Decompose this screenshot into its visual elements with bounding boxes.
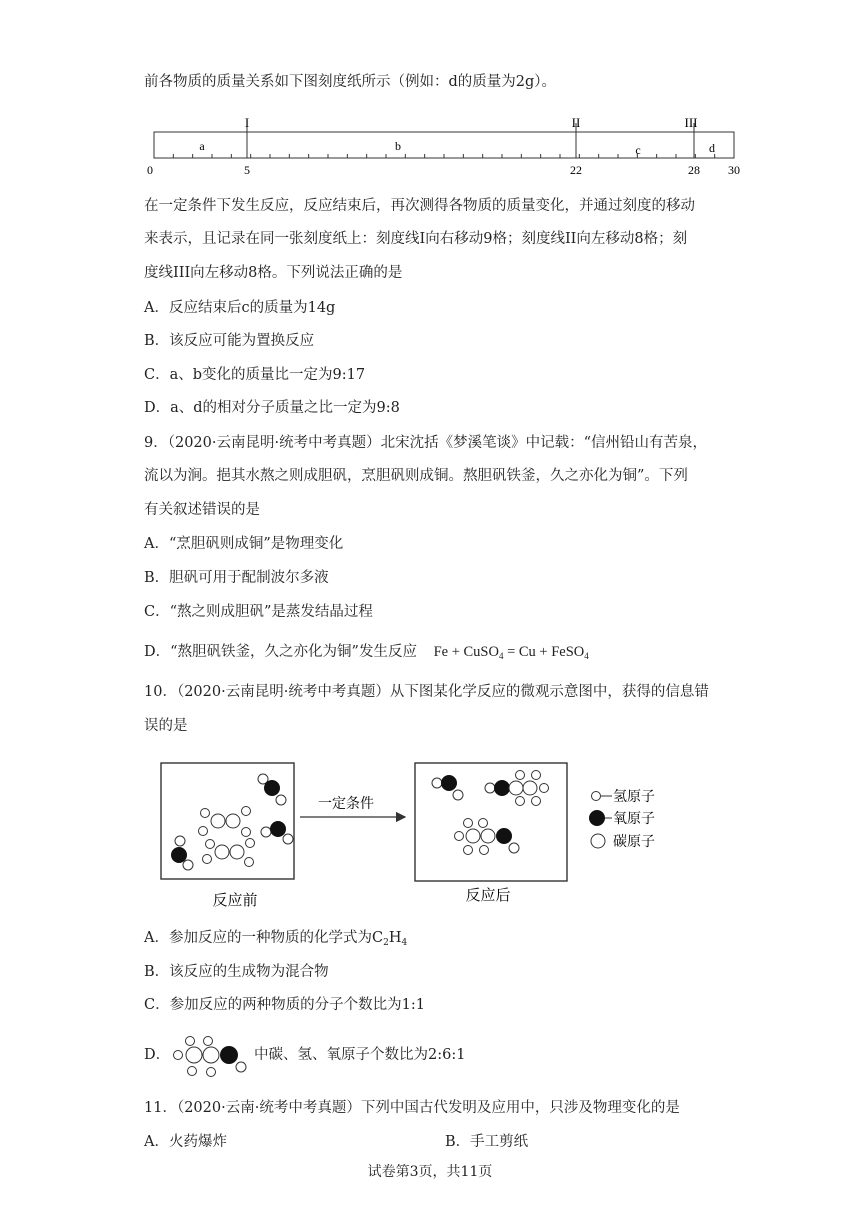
after-label: 反应后 xyxy=(465,886,511,904)
segment-label-b: b xyxy=(395,139,401,153)
marker-label-1: I xyxy=(244,115,250,130)
segment-label-c: c xyxy=(635,143,641,157)
legend-oxygen-label: 氧原子 xyxy=(613,811,655,827)
q9-stem-line-1: 9．（2020·云南昆明·统考中考真题）北宋沈括《梦溪笔谈》中记载：“信州铅山有苦泉， xyxy=(144,435,708,451)
q10-option-c[interactable]: C．参加反应的两种物质的分子个数比为1:1 xyxy=(144,997,425,1013)
q10-stem-line-2: 误的是 xyxy=(144,718,188,734)
page-footer: 试卷第3页，共11页 xyxy=(367,1164,493,1180)
tick-label-30: 30 xyxy=(728,163,740,177)
intro-line: 前各物质的质量关系如下图刻度纸所示（例如：d的质量为2g）。 xyxy=(144,74,557,90)
mass-scale-ruler xyxy=(140,108,760,180)
tick-label-5: 5 xyxy=(244,163,250,177)
legend-carbon xyxy=(591,834,655,850)
q9-stem-line-2: 流以为涧。挹其水熬之则成胆矾，烹胆矾则成铜。熬胆矾铁釜，久之亦化为铜”。下列 xyxy=(144,468,688,484)
q8-option-d[interactable]: D．a、d的相对分子质量之比一定为9:8 xyxy=(144,400,400,416)
q9-option-a[interactable]: A．“烹胆矾则成铜”是物理变化 xyxy=(144,536,344,552)
reaction-condition-label: 一定条件 xyxy=(318,796,374,812)
q11-option-a[interactable]: A．火药爆炸 xyxy=(144,1134,227,1150)
legend-oxygen xyxy=(589,810,655,827)
q8-paragraph-line-1: 在一定条件下发生反应，反应结束后，再次测得各物质的质量变化，并通过刻度的移动 xyxy=(144,198,695,214)
q8-option-b[interactable]: B．该反应可能为置换反应 xyxy=(144,333,315,349)
q10-stem-line-1: 10．（2020·云南昆明·统考中考真题）从下图某化学反应的微观示意图中，获得的信息错 xyxy=(144,684,709,700)
q8-option-a[interactable]: A．反应结束后c的质量为14g xyxy=(144,300,336,316)
tick-label-0: 0 xyxy=(147,163,153,177)
tick-label-28: 28 xyxy=(688,163,700,177)
segment-label-d: d xyxy=(709,141,715,155)
ruler-minor-ticks xyxy=(173,154,714,158)
q8-option-c[interactable]: C．a、b变化的质量比一定为9:17 xyxy=(144,367,366,383)
marker-label-3: III xyxy=(684,115,698,130)
q11-stem: 11．（2020·云南·统考中考真题）下列中国古代发明及应用中，只涉及物理变化的是 xyxy=(144,1100,680,1116)
water-molecule-before-3 xyxy=(171,836,193,870)
q10-option-d-text: 中碳、氢、氧原子个数比为2:6:1 xyxy=(254,1047,466,1063)
q10-option-b[interactable]: B．该反应的生成物为混合物 xyxy=(144,964,329,980)
q9-stem-line-3: 有关叙述错误的是 xyxy=(144,502,260,518)
tick-label-22: 22 xyxy=(570,163,582,177)
ethanol-molecule-after-1 xyxy=(485,771,549,806)
q9-option-d-text: D．“熬胆矾铁釜，久之亦化为铜”发生反应 xyxy=(144,644,417,660)
ethylene-molecule-before-2 xyxy=(203,839,255,867)
q11-option-b[interactable]: B．手工剪纸 xyxy=(445,1134,529,1150)
legend-hydrogen xyxy=(592,789,656,805)
q9-option-c[interactable]: C．“熬之则成胆矾”是蒸发结晶过程 xyxy=(144,604,373,620)
q10-option-a[interactable]: A．参加反应的一种物质的化学式为$C_2H_4$ xyxy=(144,930,408,948)
before-label: 反应前 xyxy=(212,891,258,909)
legend-hydrogen-label: 氢原子 xyxy=(613,789,655,805)
water-molecule-after xyxy=(432,775,463,800)
marker-label-2: II xyxy=(571,115,581,130)
q10-option-d[interactable] xyxy=(144,1045,170,1065)
reaction-micro-diagram xyxy=(150,755,710,915)
q10-option-d-prefix: D． xyxy=(144,1047,171,1063)
legend-carbon-label: 碳原子 xyxy=(613,834,655,850)
q9-option-b[interactable]: B．胆矾可用于配制波尔多液 xyxy=(144,570,329,586)
q8-paragraph-line-3: 度线III向左移动8格。下列说法正确的是 xyxy=(144,265,403,281)
q8-paragraph-line-2: 来表示，且记录在同一张刻度纸上：刻度线I向右移动9格；刻度线II向左移动8格；刻 xyxy=(144,231,688,247)
ethylene-molecule-before-1 xyxy=(199,807,251,837)
q9-option-d[interactable] xyxy=(144,642,589,666)
segment-label-a: a xyxy=(199,139,205,153)
ethanol-molecule-icon xyxy=(170,1033,254,1079)
ethanol-molecule-after-2 xyxy=(455,819,520,855)
iron-copper-sulfate-equation: Fe + CuSO$_4$ = Cu + FeSO$_4$ xyxy=(433,644,589,661)
water-molecule-before-1 xyxy=(258,774,286,805)
water-molecule-before-2 xyxy=(261,821,293,844)
